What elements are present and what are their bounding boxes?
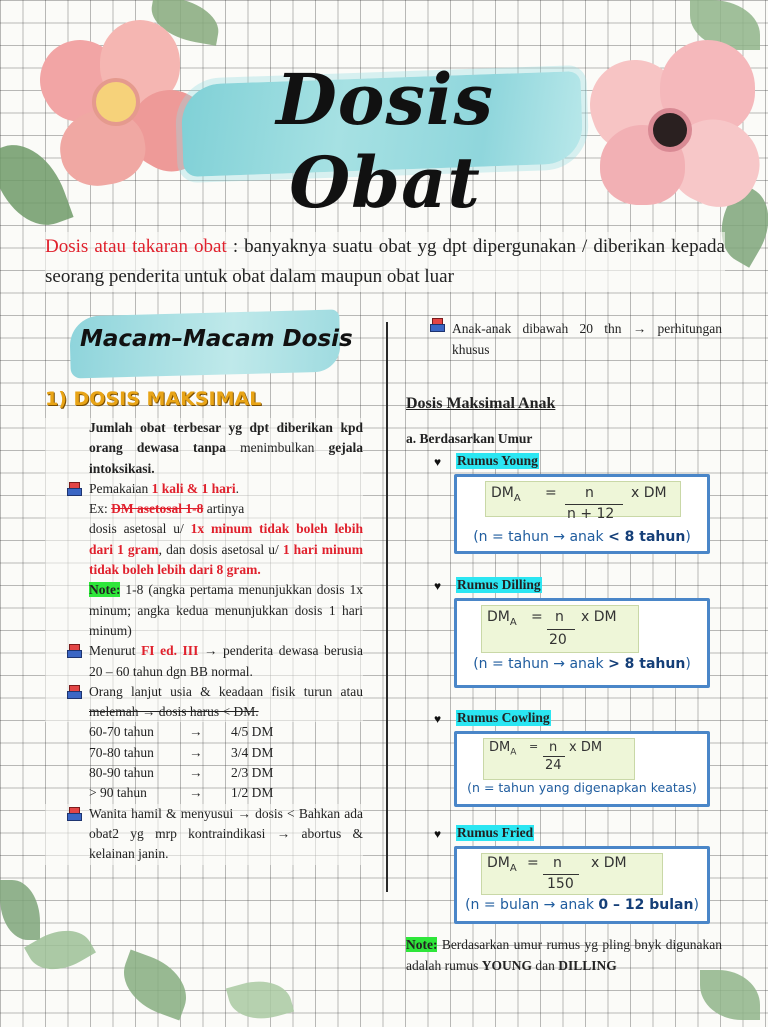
anak-anak-bullet: Anak-anak dibawah 20 thn → perhitungan khusus (452, 321, 722, 357)
dm-a-label: $DM_A$ (487, 855, 517, 874)
denominator: 24 (545, 758, 562, 773)
caption-fried: (n = bulan → anak 0 – 12 bulan) (465, 897, 699, 913)
label-rumus-young: Rumus Young (457, 453, 538, 468)
age-row (89, 722, 363, 742)
dosis-explanation (45, 519, 363, 580)
b3-a: Orang lanjut usia & keadaan fisik turun atau (89, 683, 363, 699)
formula-box-young (454, 474, 710, 554)
bullet-icon (67, 482, 80, 495)
value-cell: 1/2 DM (231, 785, 274, 801)
bullet-lanjut-usia (45, 682, 363, 723)
heart-bullet-icon: ♥ (434, 827, 442, 841)
b2-red: FI ed. III (141, 643, 199, 659)
heading-dosis-maksimal-anak: Dosis Maksimal Anak (406, 395, 556, 412)
intro-text-a: Jumlah obat terbesar yg dpt diberikan kpd orang dewasa tanpa (89, 420, 363, 456)
fraction-line (543, 874, 579, 875)
times-dm: x DM (591, 855, 627, 871)
age-row (89, 783, 363, 803)
numerator: n (549, 740, 558, 755)
formula-box-fried (454, 846, 710, 924)
intro-paragraph (45, 418, 363, 479)
note-dilling: DILLING (558, 958, 617, 973)
bullet-fi-ed (45, 641, 363, 682)
denominator: n + 12 (567, 506, 615, 522)
age-cell: 70-80 tahun (89, 744, 154, 760)
heart-bullet-icon: ♥ (434, 455, 442, 469)
label-rumus-fried: Rumus Fried (457, 825, 534, 840)
dm-a-label: $DM_A$ (487, 609, 517, 628)
definition-paragraph (45, 232, 725, 292)
denominator: 20 (549, 632, 567, 648)
caption-young: (n = tahun → anak < 8 tahun) (473, 529, 691, 545)
note-text-c: dan (531, 958, 559, 973)
note-text-a: Berdasarkan umur rumus yg pling bnyk digunakan adalah rumus (406, 937, 722, 973)
note-young: YOUNG (481, 958, 532, 973)
bullet-wanita-hamil (45, 804, 363, 865)
age-cell: > 90 tahun (89, 785, 147, 801)
bullet-icon (67, 644, 80, 657)
b2-a: Menurut (89, 643, 142, 659)
formula-box-dilling (454, 598, 710, 688)
ex-a: Ex: (89, 501, 112, 517)
dm-a-label: $DM_A$ (491, 485, 521, 504)
denominator: 150 (547, 876, 574, 892)
b1-text-b: . (235, 480, 239, 496)
d-red1: 1x minum tidak boleh lebih dari 1 gram (89, 521, 363, 557)
numerator: n (555, 609, 564, 625)
equals-sign: = (527, 855, 539, 871)
subtitle-macam-dosis: Macam–Macam Dosis (80, 326, 353, 352)
value-cell: 4/5 DM (231, 724, 274, 740)
value-cell: 2/3 DM (231, 765, 274, 781)
b1-text-a: Pemakaian (89, 480, 152, 496)
heart-bullet-icon: ♥ (434, 579, 442, 593)
example-line (45, 499, 363, 519)
caption-dilling: (n = tahun → anak > 8 tahun) (473, 656, 691, 672)
page-title: Dosis Obat (276, 58, 494, 224)
arrow-cell: → (189, 765, 203, 781)
column-divider (386, 322, 388, 892)
note-label: Note: (406, 937, 438, 952)
intro-text-b: menimbulkan (226, 440, 329, 456)
caption-cowling: (n = tahun yang digenapkan keatas) (467, 780, 697, 795)
age-row (89, 763, 363, 783)
age-cell: 80-90 tahun (89, 765, 154, 781)
dm-a-label: $DM_A$ (489, 740, 517, 758)
age-table (45, 722, 363, 803)
definition-term: Dosis atau takaran obat (45, 236, 227, 257)
bullet-icon (430, 318, 443, 331)
note-label: Note: (89, 582, 121, 598)
definition-text: : banyaknya suatu obat yg dpt dipergunakan / diberikan kepada seorang penderita untuk obat dalam maupun obat luar (45, 236, 725, 287)
times-dm: x DM (631, 485, 667, 501)
numerator: n (585, 485, 594, 501)
section-dosis-maksimal: 1) DOSIS MAKSIMAL (45, 388, 262, 410)
equals-sign: = (529, 740, 539, 753)
bottom-note (406, 934, 722, 976)
age-row (89, 743, 363, 763)
bullet-icon (67, 685, 80, 698)
arrow-cell: → (189, 785, 203, 801)
bullet-icon (67, 807, 80, 820)
heart-bullet-icon: ♥ (434, 712, 442, 726)
subheading-berdasarkan-umur: a. Berdasarkan Umur (406, 431, 533, 446)
times-dm: x DM (569, 740, 603, 755)
bullet-pemakaian (45, 479, 363, 499)
intro-text-c: gejala intoksikasi. (89, 440, 363, 476)
value-cell: 3/4 DM (231, 744, 274, 760)
arrow-cell: → (189, 724, 203, 740)
b4-a: Wanita hamil & menyusui → dosis < Bahkan ada obat2 yg mrp kontraindikasi → abortus & kelainan janin. (89, 805, 363, 862)
d-a: dosis asetosal u/ (89, 521, 191, 537)
fraction-line (543, 756, 565, 757)
d-red2: 1 hari minum tidak boleh lebih dari 8 gram. (89, 541, 363, 578)
equals-sign: = (545, 485, 557, 501)
label-rumus-dilling: Rumus Dilling (457, 577, 541, 592)
label-rumus-cowling: Rumus Cowling (457, 710, 550, 725)
fraction-line (547, 629, 575, 630)
formula-box-cowling (454, 731, 710, 807)
note-paragraph (45, 580, 363, 641)
d-b: , dan dosis asetosal u/ (158, 541, 283, 557)
equals-sign: = (531, 609, 543, 625)
left-column-content (45, 418, 363, 865)
ex-b: artinya (203, 501, 245, 517)
ex-red: DM asetosal 1-8 (111, 501, 204, 517)
age-cell: 60-70 tahun (89, 724, 154, 740)
b2-b: → penderita dewasa berusia 20 – 60 tahun dgn BB normal. (89, 643, 364, 679)
arrow-cell: → (189, 744, 203, 760)
times-dm: x DM (581, 609, 617, 625)
b1-red: 1 kali & 1 hari (151, 480, 236, 496)
note-text: 1-8 (angka pertama menunjukkan dosis 1x minum; angka kedua menunjukkan dosis 1 hari minum) (89, 582, 363, 638)
numerator: n (553, 855, 562, 871)
b3-strike: melemah → dosis harus < DM. (89, 704, 259, 720)
fraction-line (565, 504, 623, 505)
